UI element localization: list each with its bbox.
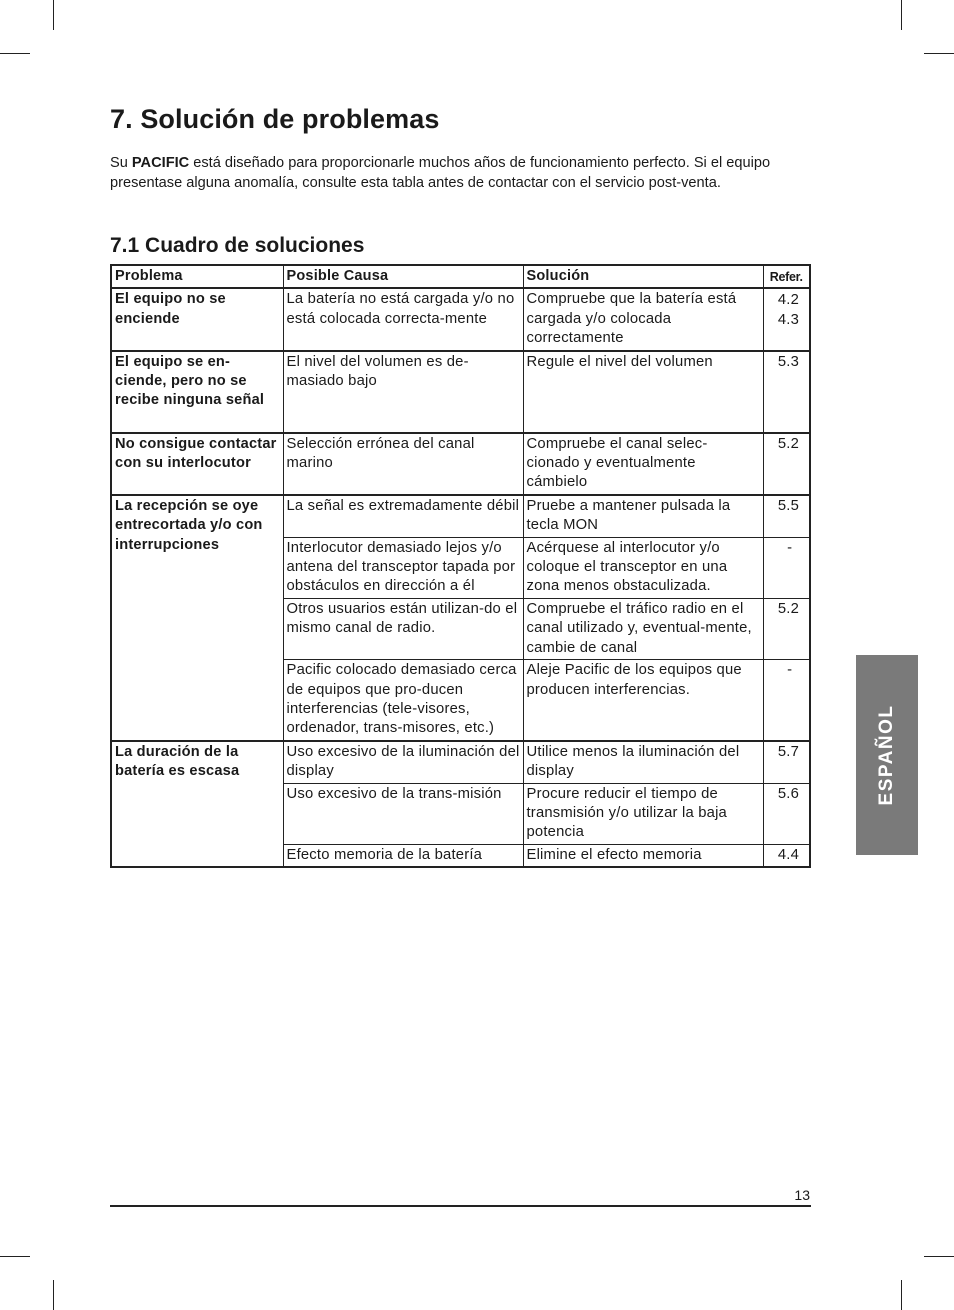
cause-cell: Efecto memoria de la batería bbox=[283, 844, 523, 867]
solution-cell: Utilice menos la iluminación del display bbox=[523, 741, 763, 783]
solution-cell: Elimine el efecto memoria bbox=[523, 844, 763, 867]
ref-cell: - bbox=[763, 660, 810, 741]
solution-cell: Acérquese al interlocutor y/o coloque el transceptor en una zona menos obstaculizada. bbox=[523, 537, 763, 598]
crop-mark bbox=[0, 1256, 30, 1257]
cause-cell: El nivel del volumen es de-masiado bajo bbox=[283, 351, 523, 433]
intro-text-end: está diseñado para proporcionarle muchos años de funcionamiento perfecto. Si el equipo presentase alguna anomalía, consulte esta tabla antes de contactar con el servicio post-venta. bbox=[110, 155, 771, 191]
cause-cell: Interlocutor demasiado lejos y/o antena del transceptor tapada por obstáculos en dirección a él bbox=[283, 537, 523, 598]
table-row bbox=[111, 741, 810, 783]
intro-text-start: Su bbox=[110, 155, 132, 171]
header-problema: Problema bbox=[111, 265, 283, 288]
ref-cell: 4.4 bbox=[763, 844, 810, 867]
solution-cell: Compruebe el canal selec-cionado y eventualmente cámbielo bbox=[523, 433, 763, 495]
crop-mark bbox=[901, 0, 902, 30]
cause-cell: Selección errónea del canal marino bbox=[283, 433, 523, 495]
crop-mark bbox=[0, 53, 30, 54]
crop-mark bbox=[924, 1256, 954, 1257]
table-header-row bbox=[111, 265, 810, 288]
solution-cell: Compruebe el tráfico radio en el canal utilizado y, eventual-mente, cambie de canal bbox=[523, 598, 763, 659]
ref-cell: 5.2 bbox=[763, 433, 810, 495]
solutions-table bbox=[110, 264, 811, 868]
solution-cell: Compruebe que la batería está cargada y/o colocada correctamente bbox=[523, 288, 763, 350]
problem-cell: No consigue contactar con su interlocutor bbox=[111, 433, 283, 495]
header-posible-causa: Posible Causa bbox=[283, 265, 523, 288]
ref-cell bbox=[763, 288, 810, 350]
language-tab-label: ESPAÑOL bbox=[876, 704, 897, 806]
solution-cell: Pruebe a mantener pulsada la tecla MON bbox=[523, 495, 763, 537]
ref-cell: 5.5 bbox=[763, 495, 810, 537]
crop-mark bbox=[924, 53, 954, 54]
cause-cell: Otros usuarios están utilizan-do el mismo canal de radio. bbox=[283, 598, 523, 659]
table-row bbox=[111, 351, 810, 433]
language-tab bbox=[856, 655, 918, 855]
problem-cell: La recepción se oye entrecortada y/o con interrupciones bbox=[111, 495, 283, 741]
brand-name: PACIFIC bbox=[131, 155, 190, 171]
page-title: 7. Solución de problemas bbox=[110, 104, 440, 134]
problem-cell: El equipo se en-ciende, pero no se recibe ninguna señal bbox=[111, 351, 283, 433]
cause-cell: Uso excesivo de la iluminación del display bbox=[283, 741, 523, 783]
cause-cell: Uso excesivo de la trans-misión bbox=[283, 783, 523, 844]
ref-cell: 5.7 bbox=[763, 741, 810, 783]
header-refer: Refer. bbox=[763, 265, 810, 288]
ref-cell: 5.3 bbox=[763, 351, 810, 433]
footer-rule bbox=[110, 1205, 811, 1207]
solution-cell: Procure reducir el tiempo de transmisión y/o utilizar la baja potencia bbox=[523, 783, 763, 844]
header-solucion: Solución bbox=[523, 265, 763, 288]
ref-cell: - bbox=[763, 537, 810, 598]
problem-cell: El equipo no se enciende bbox=[111, 288, 283, 350]
cause-cell: La batería no está cargada y/o no está colocada correcta-mente bbox=[283, 288, 523, 350]
section-title: 7.1 Cuadro de soluciones bbox=[110, 234, 365, 257]
page-number: 13 bbox=[794, 1187, 810, 1203]
ref-value: 4.2 4.3 bbox=[777, 292, 799, 329]
crop-mark bbox=[901, 1280, 902, 1310]
cause-cell: Pacific colocado demasiado cerca de equipos que pro-ducen interferencias (tele-visores, ordenador, trans-misores, etc.) bbox=[283, 660, 523, 741]
crop-mark bbox=[53, 1280, 54, 1310]
ref-cell: 5.2 bbox=[763, 598, 810, 659]
ref-cell: 5.6 bbox=[763, 783, 810, 844]
intro-paragraph bbox=[110, 154, 810, 193]
solution-cell: Aleje Pacific de los equipos que producen interferencias. bbox=[523, 660, 763, 741]
crop-mark bbox=[53, 0, 54, 30]
cause-cell: La señal es extremadamente débil bbox=[283, 495, 523, 537]
problem-cell: La duración de la batería es escasa bbox=[111, 741, 283, 867]
table-row bbox=[111, 433, 810, 495]
solution-cell: Regule el nivel del volumen bbox=[523, 351, 763, 433]
table-row bbox=[111, 288, 810, 350]
table-row bbox=[111, 495, 810, 537]
